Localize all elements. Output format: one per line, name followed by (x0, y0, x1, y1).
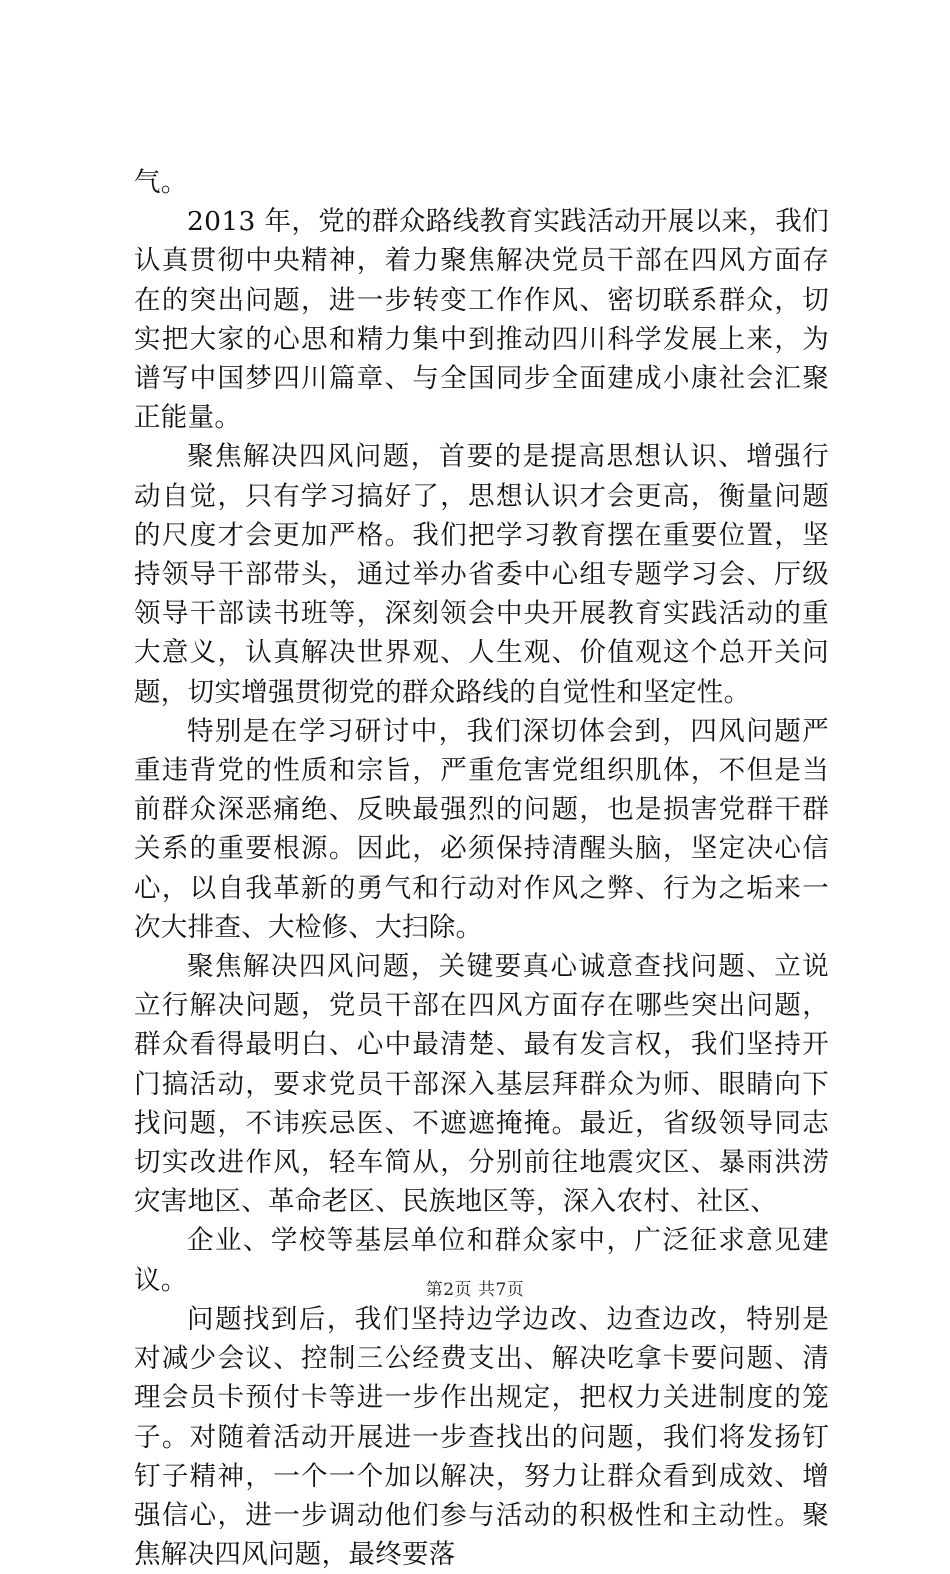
paragraph-4: 特别是在学习研讨中，我们深切体会到，四风问题严重违背党的性质和宗旨，严重危害党组织肌体，不但是当前群众深恶痛绝、反映最强烈的问题，也是损害党群干群关系的重要根源。因此，必须保持清醒头脑，坚定决心信心，以自我革新的勇气和行动对作风之弊、行为之垢来一次大排查、大检修、大扫除。 (134, 715, 829, 943)
paragraph-1: 气。 (134, 167, 188, 198)
document-body (134, 163, 829, 1574)
paragraph-5: 聚焦解决四风问题，关键要真心诚意查找问题、立说立行解决问题，党员干部在四风方面存在哪些突出问题，群众看得最明白、心中最清楚、最有发言权，我们坚持开门搞活动，要求党员干部深入基层拜群众为师、眼睛向下找问题，不讳疾忌医、不遮遮掩掩。最近，省级领导同志切实改进作风，轻车简从，分别前往地震灾区、暴雨洪涝灾害地区、革命老区、民族地区等，深入农村、社区、 (134, 951, 829, 1218)
paragraph-7: 问题找到后，我们坚持边学边改、边查边改，特别是对减少会议、控制三公经费支出、解决吃拿卡要问题、清理会员卡预付卡等进一步作出规定，把权力关进制度的笼子。对随着活动开展进一步查找出的问题，我们将发扬钉钉子精神，一个一个加以解决，努力让群众看到成效、增强信心，进一步调动他们参与活动的积极性和主动性。聚焦解决四风问题，最终要落 (134, 1303, 829, 1571)
paragraph-6: 企业、学校等基层单位和群众家中，广泛征求意见建议。 (134, 1225, 829, 1296)
paragraph-3: 聚焦解决四风问题，首要的是提高思想认识、增强行动自觉，只有学习搞好了，思想认识才会更高，衡量问题的尺度才会更加严格。我们把学习教育摆在重要位置，坚持领导干部带头，通过举办省委中心组专题学习会、厅级领导干部读书班等，深刻领会中央开展教育实践活动的重大意义，认真解决世界观、人生观、价值观这个总开关问题，切实增强贯彻党的群众路线的自觉性和坚定性。 (134, 441, 829, 708)
paragraph-2: 2013 年，党的群众路线教育实践活动开展以来，我们认真贯彻中央精神，着力聚焦解决党员干部在四风方面存在的突出问题，进一步转变工作作风、密切联系群众，切实把大家的心思和精力集中到推动四川科学发展上来，为谱写中国梦四川篇章、与全国同步全面建成小康社会汇聚正能量。 (134, 206, 829, 434)
page-footer: 第2页 共7页 (425, 1280, 525, 1300)
